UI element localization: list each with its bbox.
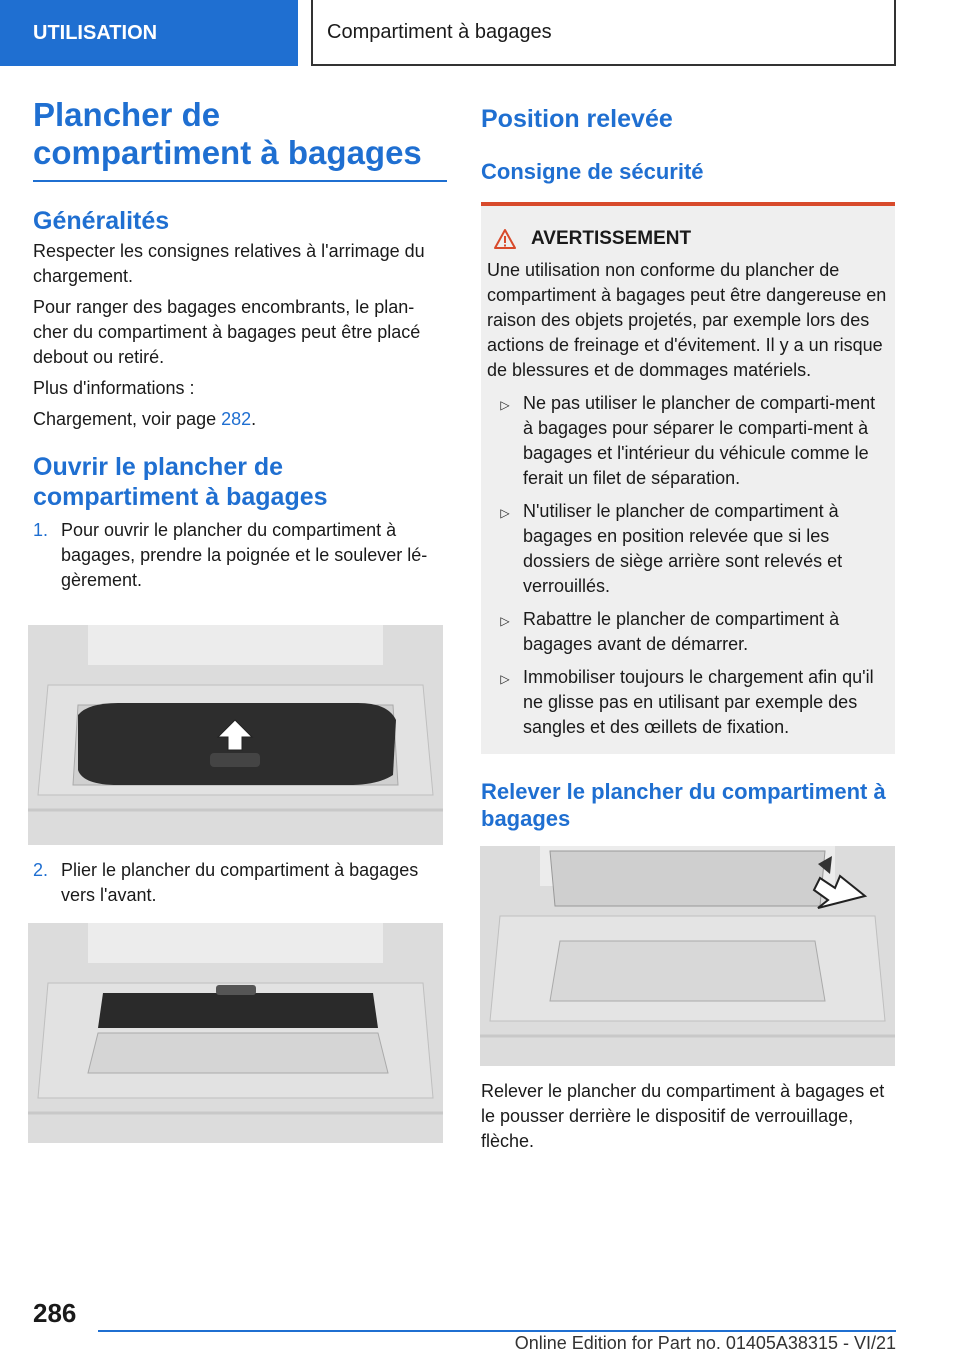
general-paragraph-2: Pour ranger des bagages encombrants, le plan-cher du compartiment à bagages peut être placé debout ou retiré.: [33, 297, 421, 367]
general-paragraph-4: [33, 407, 447, 432]
warning-title-text: AVERTISSEMENT: [531, 228, 692, 249]
step-1: [33, 518, 447, 593]
raise-floor-text: Relever le plancher du compartiment à bagages et le pousser derrière le dispositif de verrouillage, flèche.: [481, 1081, 885, 1151]
bullet-triangle-icon: ▷: [500, 506, 510, 520]
footer-divider: [98, 1330, 896, 1332]
page-title: Plancher de compartiment à bagages: [33, 96, 447, 182]
step-number: 2.: [33, 860, 49, 880]
bullet-triangle-icon: ▷: [500, 672, 510, 686]
header-section-label: UTILISATION: [0, 0, 298, 66]
bullet-text: Rabattre le plancher de compartiment à bagages avant de démarrer.: [523, 609, 840, 654]
page-number: 286: [33, 1298, 77, 1328]
open-floor-heading: Ouvrir le plancher de compartiment à bagages: [33, 453, 328, 511]
warning-box: [481, 202, 895, 754]
step-2: [33, 858, 447, 908]
step-number: 1.: [33, 520, 49, 540]
left-column: [33, 96, 447, 593]
warning-text: Une utilisation non conforme du plancher de compartiment à bagages peut être dangereuse en raison des objets projetés, par exemple lors des actions de freinage et d'évitement. Il y a un risque de blessures et de dommages matériels.: [487, 260, 887, 380]
step-text: Plier le plancher du compartiment à bagages vers l'avant.: [61, 860, 419, 905]
bullet-text: Immobiliser toujours le chargement afin qu'il ne glisse pas en utilisant par exemple des sangles et des œillets de fixation.: [523, 667, 874, 737]
page-reference-link[interactable]: 282: [221, 409, 252, 429]
warning-bullet: [487, 607, 889, 657]
warning-bullet: [487, 665, 889, 740]
general-paragraph-3: Plus d'informations :: [33, 378, 195, 398]
safety-heading: Consigne de sécurité: [481, 159, 704, 184]
footer-edition: Online Edition for Part no. 01405A38315 - VI/21: [514, 1333, 896, 1353]
warning-bullet: [487, 391, 889, 491]
warning-triangle-icon: [493, 228, 517, 250]
bullet-text: N'utiliser le plancher de compartiment à bagages en position relevée que si les dossiers de siège arrière sont relevés et verrouillés.: [523, 501, 843, 596]
trunk-image-raised-floor: [480, 846, 895, 1066]
step-text: Pour ouvrir le plancher du compartiment à bagages, prendre la poignée et le soulever lé-gèrement.: [61, 520, 428, 590]
reference-prefix: Chargement, voir page: [33, 409, 222, 429]
reference-suffix: .: [251, 409, 257, 429]
right-column: [481, 104, 895, 832]
warning-bullet: [487, 499, 889, 599]
general-paragraph-1: Respecter les consignes relatives à l'arrimage du chargement.: [33, 241, 425, 286]
raised-position-heading: Position relevée: [481, 105, 673, 133]
bullet-text: Ne pas utiliser le plancher de comparti-ment à bagages pour séparer le comparti-ment à bagages et l'intérieur du véhicule comme le ferait un filet de séparation.: [523, 393, 876, 488]
trunk-image-fold-floor: [28, 923, 443, 1143]
warning-title: [487, 228, 889, 250]
general-heading: Généralités: [33, 207, 170, 235]
bullet-triangle-icon: ▷: [500, 398, 510, 412]
trunk-image-lift-floor: [28, 625, 443, 845]
bullet-triangle-icon: ▷: [500, 614, 510, 628]
raise-floor-heading: Relever le plancher du compartiment à bagages: [481, 779, 886, 831]
header-chapter-title: Compartiment à bagages: [311, 0, 896, 66]
